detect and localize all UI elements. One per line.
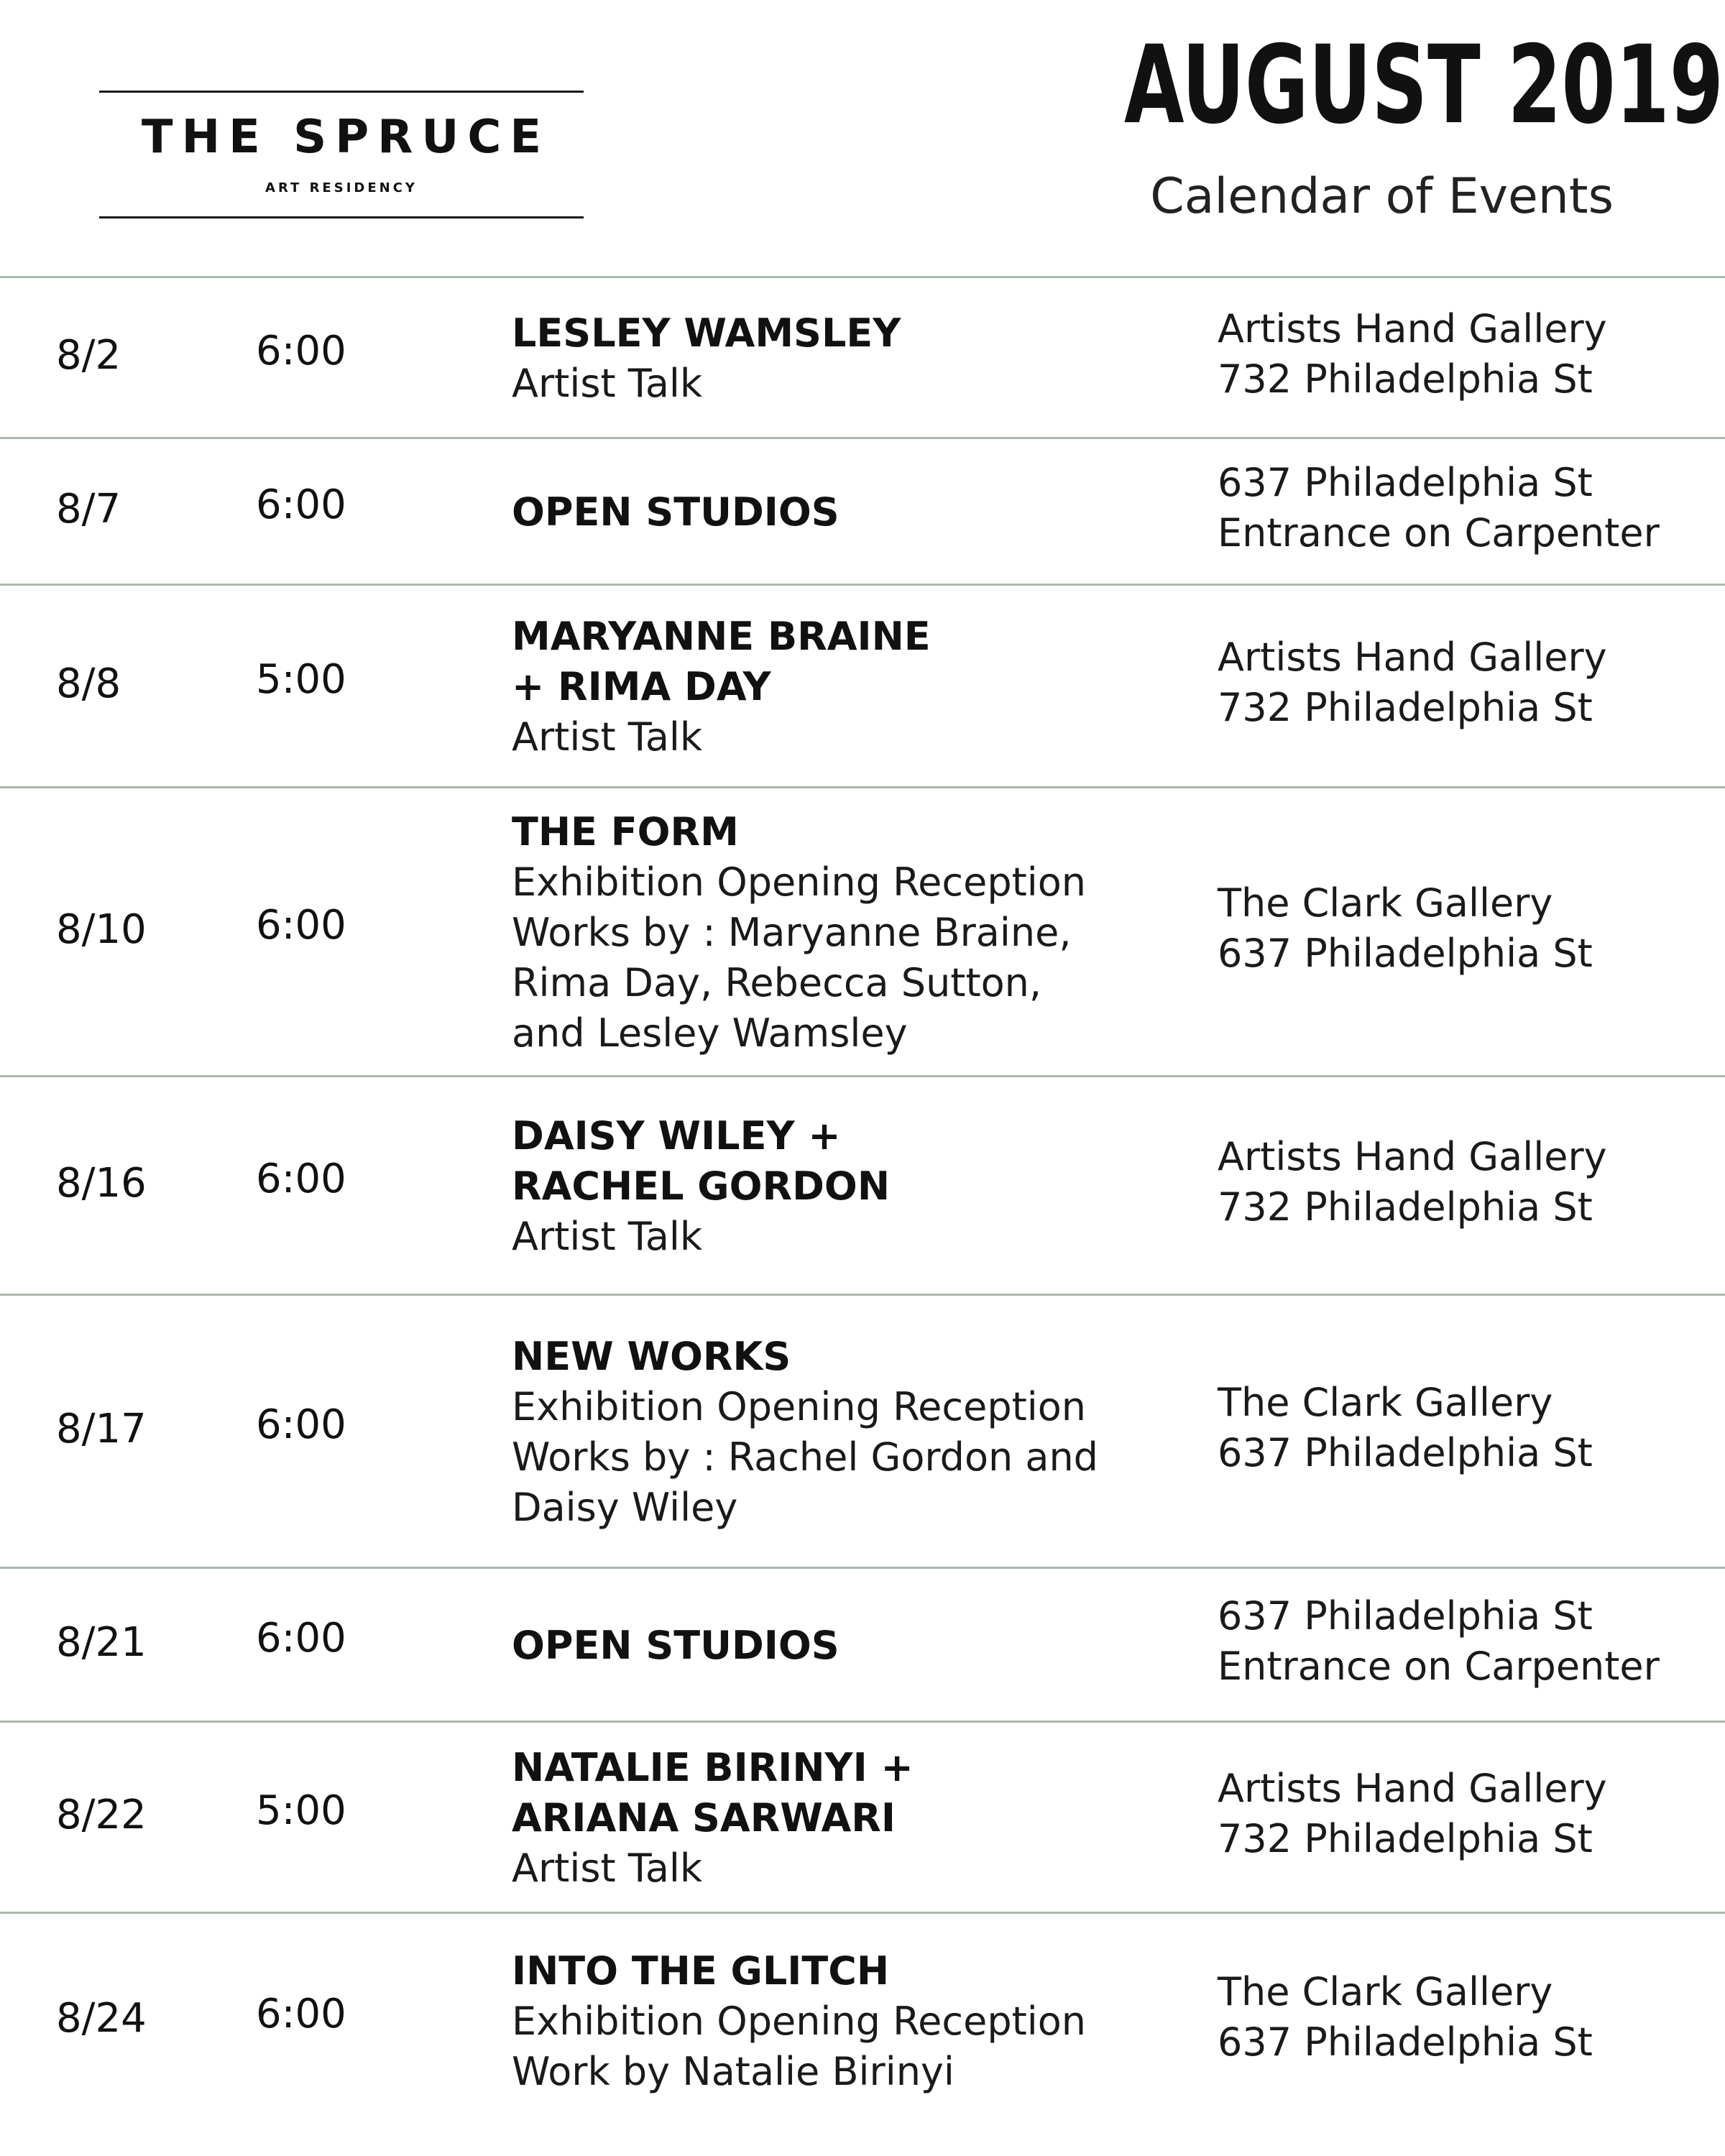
event-description: Rima Day, Rebecca Sutton,: [512, 960, 1042, 1005]
event-description: Work by Natalie Birinyi: [512, 2049, 954, 2094]
location-line: Artists Hand Gallery: [1218, 1134, 1607, 1179]
event-row: [0, 1720, 1725, 1912]
event-row: [0, 1294, 1725, 1567]
event-time: 6:00: [256, 902, 346, 949]
event-time: 6:00: [256, 1156, 346, 1202]
page-title: AUGUST 2019: [1124, 23, 1724, 148]
event-row: [0, 786, 1725, 1075]
event-location: [1218, 1591, 1660, 1692]
event-name: OPEN STUDIOS: [512, 489, 840, 535]
event-row: [0, 1567, 1725, 1720]
event-name: THE FORM: [512, 809, 739, 854]
location-line: The Clark Gallery: [1218, 880, 1553, 926]
location-line: Artists Hand Gallery: [1218, 1766, 1607, 1811]
event-row: [0, 437, 1725, 584]
location-line: 732 Philadelphia St: [1218, 1816, 1593, 1861]
event-name: INTO THE GLITCH: [512, 1948, 890, 1994]
event-row: [0, 1912, 1725, 2127]
event-location: [1218, 878, 1593, 979]
location-line: 732 Philadelphia St: [1218, 1184, 1593, 1230]
event-row: [0, 276, 1725, 437]
location-line: 732 Philadelphia St: [1218, 685, 1593, 730]
event-date: 8/7: [56, 486, 121, 533]
event-location: [1218, 1764, 1607, 1864]
event-description: and Lesley Wamsley: [512, 1010, 908, 1056]
event-time: 5:00: [256, 1787, 346, 1834]
event-date: 8/2: [56, 332, 121, 379]
location-line: The Clark Gallery: [1218, 1969, 1553, 2014]
event-details: [512, 308, 901, 409]
event-description: Exhibition Opening Reception: [512, 860, 1087, 905]
event-time: 6:00: [256, 1991, 346, 2037]
event-date: 8/22: [56, 1792, 147, 1838]
event-time: 6:00: [256, 1401, 346, 1448]
event-time: 6:00: [256, 1615, 346, 1662]
event-location: [1218, 1378, 1593, 1478]
event-row: [0, 1075, 1725, 1294]
event-details: [512, 1621, 840, 1671]
event-name: LESLEY WAMSLEY: [512, 310, 901, 356]
event-time: 6:00: [256, 482, 346, 528]
event-description: Daisy Wiley: [512, 1485, 738, 1530]
event-date: 8/21: [56, 1619, 147, 1666]
logo: [99, 91, 584, 218]
location-line: Entrance on Carpenter: [1218, 510, 1660, 556]
event-location: [1218, 632, 1607, 733]
events-table: [0, 276, 1725, 2127]
location-line: 637 Philadelphia St: [1218, 460, 1593, 505]
logo-subtitle: ART RESIDENCY: [265, 180, 418, 195]
event-row: [0, 584, 1725, 786]
location-line: 637 Philadelphia St: [1218, 1430, 1593, 1475]
event-name: + RIMA DAY: [512, 664, 771, 709]
event-name: RACHEL GORDON: [512, 1164, 891, 1209]
event-details: [512, 1111, 890, 1262]
location-line: 732 Philadelphia St: [1218, 356, 1593, 402]
event-description: Exhibition Opening Reception: [512, 1384, 1087, 1429]
event-description: Artist Talk: [512, 714, 703, 760]
location-line: 637 Philadelphia St: [1218, 2019, 1593, 2065]
event-description: Works by : Rachel Gordon and: [512, 1434, 1098, 1480]
event-details: [512, 807, 1086, 1059]
event-date: 8/10: [56, 906, 147, 953]
event-date: 8/17: [56, 1406, 147, 1452]
event-date: 8/24: [56, 1995, 147, 2042]
event-details: [512, 487, 840, 538]
page-subtitle: Calendar of Events: [1150, 168, 1614, 225]
event-description: Artist Talk: [512, 1846, 703, 1891]
event-description: Exhibition Opening Reception: [512, 1999, 1087, 2044]
event-date: 8/16: [56, 1160, 147, 1207]
event-details: [512, 612, 931, 763]
event-location: [1218, 1967, 1593, 2068]
event-location: [1218, 1132, 1607, 1233]
event-date: 8/8: [56, 660, 121, 707]
event-location: [1218, 304, 1607, 405]
event-details: [512, 1946, 1086, 2097]
location-line: 637 Philadelphia St: [1218, 1593, 1593, 1639]
location-line: Artists Hand Gallery: [1218, 635, 1607, 680]
event-description: Artist Talk: [512, 361, 703, 406]
event-name: NATALIE BIRINYI +: [512, 1745, 914, 1790]
location-line: Artists Hand Gallery: [1218, 306, 1607, 351]
event-name: DAISY WILEY +: [512, 1113, 841, 1158]
event-description: Works by : Maryanne Braine,: [512, 910, 1072, 955]
event-time: 5:00: [256, 656, 346, 703]
logo-title: THE SPRUCE: [141, 111, 551, 164]
event-details: [512, 1743, 914, 1894]
event-name: OPEN STUDIOS: [512, 1623, 840, 1668]
event-name: ARIANA SARWARI: [512, 1795, 896, 1841]
location-line: Entrance on Carpenter: [1218, 1644, 1660, 1689]
event-name: NEW WORKS: [512, 1334, 791, 1379]
event-name: MARYANNE BRAINE: [512, 614, 931, 659]
event-details: [512, 1332, 1098, 1533]
location-line: 637 Philadelphia St: [1218, 931, 1593, 976]
location-line: The Clark Gallery: [1218, 1380, 1553, 1425]
event-time: 6:00: [256, 328, 346, 374]
event-location: [1218, 458, 1660, 558]
event-description: Artist Talk: [512, 1214, 703, 1259]
